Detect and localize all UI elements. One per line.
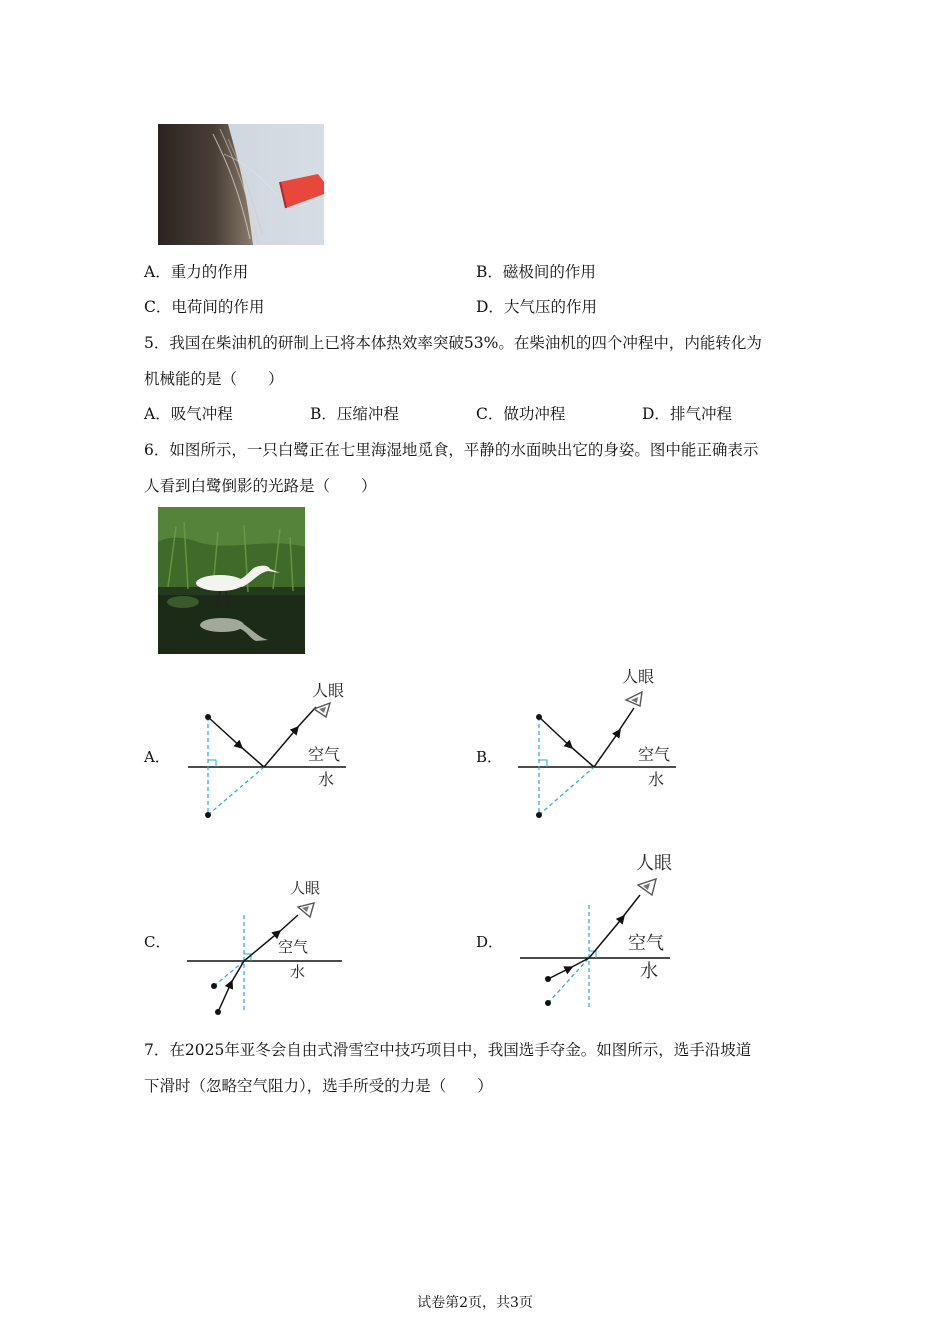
incident-ray <box>539 717 572 748</box>
air-label: 空气 <box>308 745 341 764</box>
eye-label: 人眼 <box>622 667 655 686</box>
q6-diagram-b <box>510 660 690 830</box>
q5-stem-line2: 机械能的是（ ） <box>144 370 284 388</box>
q6-option-b-label: B． <box>476 748 503 766</box>
image-point <box>545 1000 551 1006</box>
eye-icon <box>626 692 642 706</box>
egret-photo <box>158 507 305 654</box>
reflected-ray <box>594 730 620 767</box>
q6-option-a-label: A． <box>144 748 170 766</box>
q5-option-b: B．压缩冲程 <box>310 405 399 423</box>
eye-icon <box>298 903 314 917</box>
virtual-ray <box>539 767 594 815</box>
q5-option-c: C．做功冲程 <box>476 405 566 423</box>
reflected-ray <box>244 931 280 961</box>
image-point <box>205 812 211 818</box>
page-footer: 试卷第2页，共3页 <box>417 1295 533 1311</box>
q6-diagram-a <box>180 665 360 830</box>
air-label: 空气 <box>628 933 664 954</box>
air-label: 空气 <box>278 938 309 956</box>
eye-label: 人眼 <box>290 879 321 897</box>
reflected-ray <box>264 727 298 767</box>
incident-ray <box>218 981 232 1012</box>
air-label: 空气 <box>638 745 671 764</box>
virtual-ray <box>208 767 264 815</box>
q5-option-d: D．排气冲程 <box>642 405 732 423</box>
water-label: 水 <box>648 770 665 789</box>
q4-option-d: D．大气压的作用 <box>476 298 597 316</box>
virtual-ray <box>548 958 589 1003</box>
q6-stem-line1: 6．如图所示，一只白鹭正在七里海湿地觅食，平静的水面映出它的身姿。图中能正确表示 <box>144 441 759 459</box>
eye-icon <box>314 703 330 717</box>
eye-label: 人眼 <box>312 681 345 700</box>
q6-diagram-d <box>510 845 690 1015</box>
image-point <box>211 983 217 989</box>
image-point <box>536 812 542 818</box>
water-label: 水 <box>640 961 658 982</box>
water-label: 水 <box>318 770 335 789</box>
hair-comb-photo <box>158 124 324 245</box>
q5-stem-line1: 5．我国在柴油机的研制上已将本体热效率突破53%。在柴油机的四个冲程中，内能转化为 <box>144 334 762 352</box>
q5-option-a: A．吸气冲程 <box>144 405 233 423</box>
q7-stem-line1: 7．在2025年亚冬会自由式滑雪空中技巧项目中，我国选手夺金。如图所示，选手沿坡道 <box>144 1041 752 1059</box>
eye-icon <box>638 879 656 895</box>
water-label: 水 <box>290 963 306 981</box>
q7-stem-line2: 下滑时（忽略空气阻力），选手所受的力是（ ） <box>144 1077 493 1095</box>
virtual-ray <box>214 961 244 986</box>
incident-ray <box>208 717 242 748</box>
q6-stem-line2: 人看到白鹭倒影的光路是（ ） <box>144 477 377 495</box>
q6-option-d-label: D． <box>476 933 504 951</box>
eye-label: 人眼 <box>636 853 672 874</box>
q4-option-a: A．重力的作用 <box>144 263 249 281</box>
q4-option-b: B．磁极间的作用 <box>476 263 596 281</box>
incident-ray <box>548 967 572 979</box>
q6-diagram-c <box>180 875 360 1020</box>
q4-option-c: C．电荷间的作用 <box>144 298 265 316</box>
q6-option-c-label: C． <box>144 933 171 951</box>
reflected-ray <box>589 916 624 958</box>
